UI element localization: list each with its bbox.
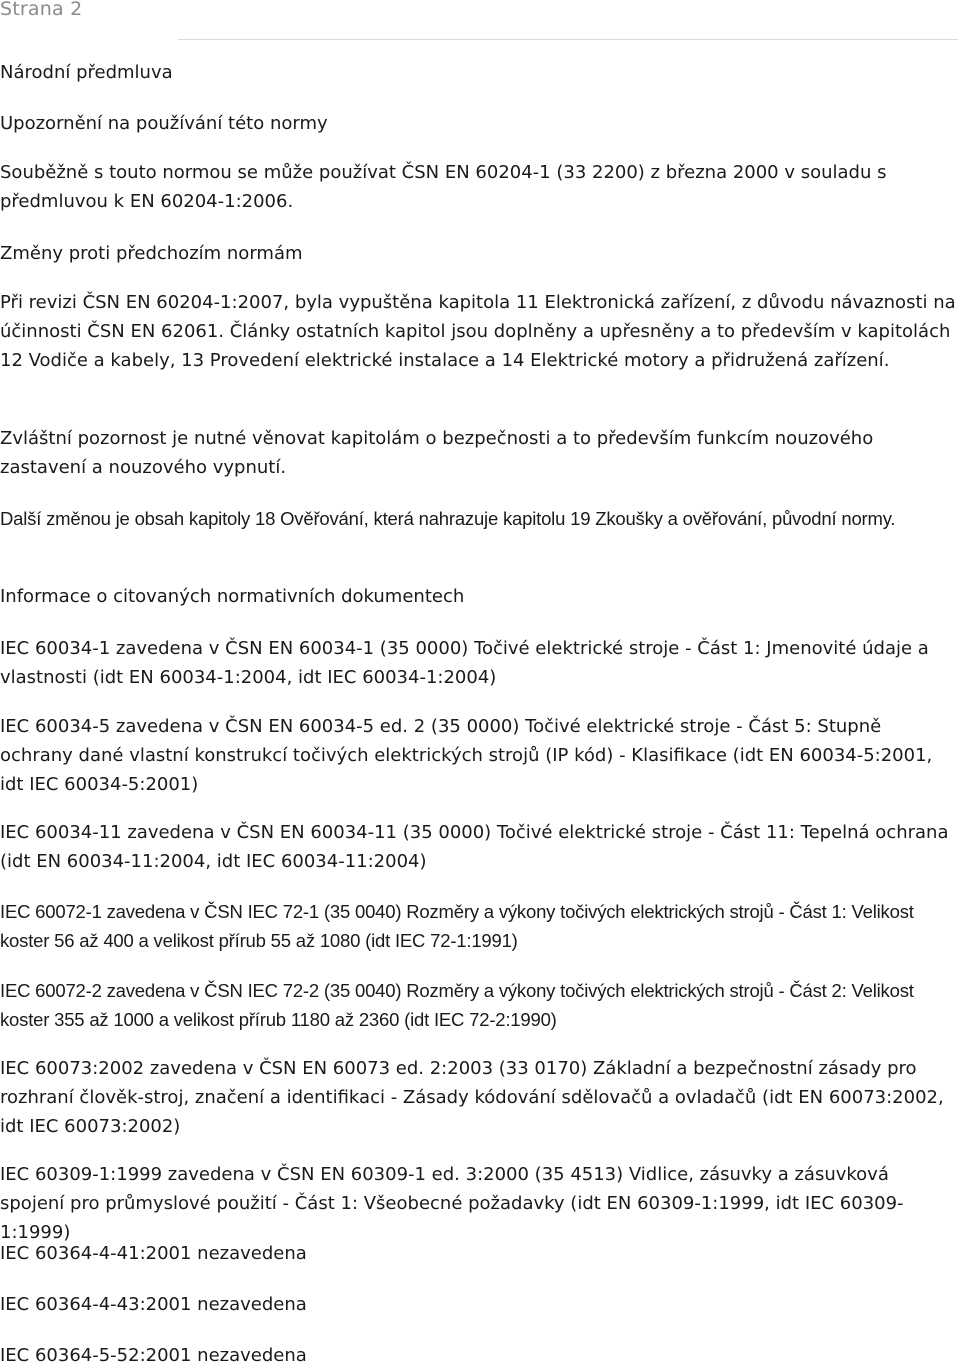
section-heading-cited-documents: Informace o citovaných normativních dokumentech	[0, 586, 465, 607]
reference-iec-60364-4-43: IEC 60364-4-43:2001 nezavedena	[0, 1294, 307, 1315]
reference-iec-60073: IEC 60073:2002 zavedena v ČSN EN 60073 ed. 2:2003 (33 0170) Základní a bezpečnostní zásady pro rozhraní člověk-stroj, značení a identifikaci - Zásady kódování sdělovačů a ovladačů (idt EN 60073:2002, idt IEC 60073:2002)	[0, 1058, 944, 1137]
section-heading-usage-notice: Upozornění na používání této normy	[0, 113, 328, 134]
reference-iec-60034-11: IEC 60034-11 zavedena v ČSN EN 60034-11 (35 0000) Točivé elektrické stroje - Část 11: Tepelná ochrana (idt EN 60034-11:2004, idt IEC 60034-11:2004)	[0, 822, 949, 872]
page-header	[0, 0, 960, 40]
section-heading-foreword: Národní předmluva	[0, 62, 173, 83]
reference-iec-60309-1: IEC 60309-1:1999 zavedena v ČSN EN 60309-1 ed. 3:2000 (35 4513) Vidlice, zásuvky a zásuvková spojení pro průmyslové použití - Část 1: Všeobecné požadavky (idt EN 60309-1:1999, idt IEC 60309-1:1999)	[0, 1164, 904, 1243]
paragraph-revision-changes: Při revizi ČSN EN 60204-1:2007, byla vypuštěna kapitola 11 Elektronická zařízení, z důvodu návaznosti na účinnosti ČSN EN 62061. Články ostatních kapitol jsou doplněny a upřesněny a to především v kapitolách 12 Vodiče a kabely, 13 Provedení elektrické instalace a 14 Elektrické motory a přidružená zařízení.	[0, 292, 956, 371]
paragraph-safety-attention: Zvláštní pozornost je nutné věnovat kapitolám o bezpečnosti a to především funkcím nouzového zastavení a nouzového vypnutí.	[0, 428, 874, 478]
reference-iec-60072-1: IEC 60072-1 zavedena v ČSN IEC 72-1 (35 0040) Rozměry a výkony točivých elektrických strojů - Část 1: Velikost koster 56 až 400 a velikost přírub 55 až 1080 (idt IEC 72-1:1991)	[0, 901, 914, 951]
header-rule	[0, 0, 960, 42]
reference-iec-60364-4-41: IEC 60364-4-41:2001 nezavedena	[0, 1243, 307, 1264]
paragraph-chapter-18-change: Další změnou je obsah kapitoly 18 Ověřování, která nahrazuje kapitolu 19 Zkoušky a ověřování, původní normy.	[0, 508, 896, 529]
page-number-label: Strana 2	[0, 0, 83, 20]
reference-iec-60034-1: IEC 60034-1 zavedena v ČSN EN 60034-1 (35 0000) Točivé elektrické stroje - Část 1: Jmenovité údaje a vlastnosti (idt EN 60034-1:2004, idt IEC 60034-1:2004)	[0, 638, 929, 688]
paragraph-concurrent-use: Souběžně s touto normou se může používat ČSN EN 60204-1 (33 2200) z března 2000 v souladu s předmluvou k EN 60204-1:2006.	[0, 162, 887, 212]
reference-iec-60072-2: IEC 60072-2 zavedena v ČSN IEC 72-2 (35 0040) Rozměry a výkony točivých elektrických strojů - Část 2: Velikost koster 355 až 1000 a velikost přírub 1180 až 2360 (idt IEC 72-2:1990)	[0, 980, 914, 1030]
reference-iec-60364-5-52: IEC 60364-5-52:2001 nezavedena	[0, 1345, 307, 1366]
section-heading-changes: Změny proti předchozím normám	[0, 243, 303, 264]
reference-iec-60034-5: IEC 60034-5 zavedena v ČSN EN 60034-5 ed. 2 (35 0000) Točivé elektrické stroje - Část 5: Stupně ochrany dané vlastní konstrukcí točivých elektrických strojů (IP kód) - Klasifikace (idt EN 60034-5:2001, idt IEC 60034-5:2001)	[0, 716, 933, 795]
